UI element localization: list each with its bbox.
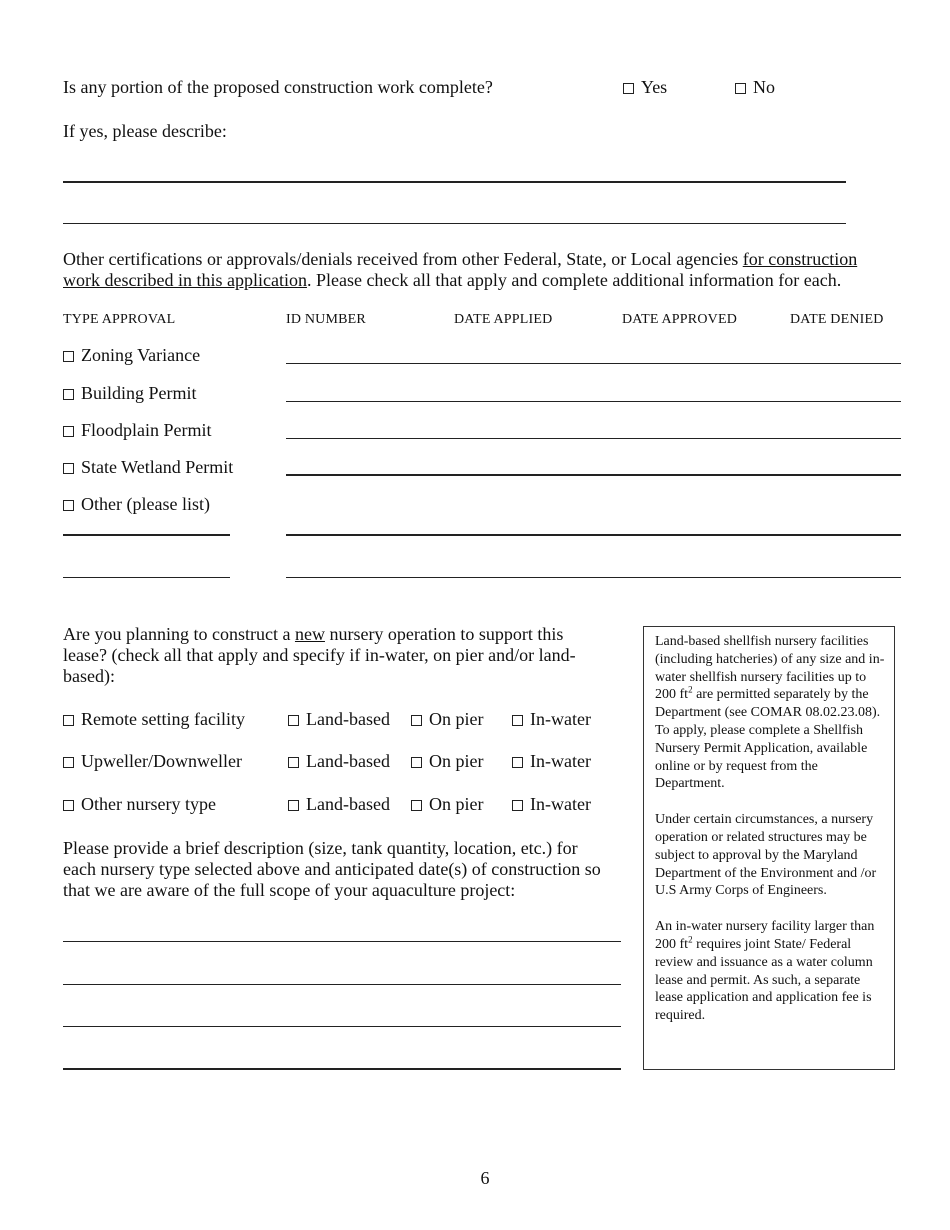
describe-line-2[interactable] [63,223,846,224]
other-nursery-checkbox[interactable] [63,800,74,811]
other-permit-label: Other (please list) [81,494,210,514]
info-p3-text-b: requires joint State/ Federal review and issuance as a water column lease and permit. As such, a separate lease application and application fee is required. [655,936,873,1024]
col-type-approval: TYPE APPROVAL [63,312,176,327]
nursery-description-line-1: Please provide a brief description (size, tank quantity, location, etc.) for [63,838,578,858]
certifications-intro-underlined-1: for construction [742,249,858,269]
info-paragraph-1 [655,633,886,793]
remote-in-water-checkbox[interactable] [512,715,523,726]
info-p3-superscript: 2 [688,934,693,945]
other-permit-option[interactable] [63,494,210,515]
other-nursery-label: Other nursery type [81,794,216,814]
info-paragraph-3 [655,918,886,1025]
remote-on-pier-option[interactable] [411,709,483,730]
building-permit-option[interactable] [63,383,197,404]
state-wetland-permit-line[interactable] [286,474,901,476]
info-p1-text-b: are permitted separately by the Department (see COMAR 08.02.23.08). To apply, please complete a Shellfish Nursery Permit Application, available online or by request from the Department. [655,687,881,792]
page-number: 6 [480,1168,490,1188]
upweller-in-water-label: In-water [530,751,591,771]
other-in-water-checkbox[interactable] [512,800,523,811]
nursery-question-text-1: Are you planning to construct a [63,624,295,644]
upweller-option[interactable] [63,751,242,772]
nursery-question-new: new [294,624,325,644]
certifications-intro-underlined-2: work described in this application [63,270,307,290]
yes-option[interactable] [623,77,667,98]
col-date-approved: DATE APPROVED [622,312,738,327]
info-p1-superscript: 2 [688,684,693,695]
nursery-description-prompt [63,838,633,901]
certifications-intro [63,249,893,291]
no-checkbox[interactable] [735,83,746,94]
upweller-in-water-checkbox[interactable] [512,757,523,768]
describe-label: If yes, please describe: [63,121,227,141]
remote-land-based-option[interactable] [288,709,390,730]
other-details-line-2[interactable] [286,577,901,578]
remote-land-based-label: Land-based [306,709,390,729]
nursery-question-text-2: nursery operation to support this [324,624,564,644]
upweller-label: Upweller/Downweller [81,751,242,771]
info-paragraph-2: Under certain circumstances, a nursery operation or related structures may be subject to approval by the Maryland Department of the Environment and /or U.S Army Corps of Engineers. [655,812,877,899]
other-land-based-label: Land-based [306,794,390,814]
other-details-line-1[interactable] [286,534,901,536]
nursery-question-line-3: based): [63,666,115,686]
zoning-variance-option[interactable] [63,345,200,366]
other-in-water-option[interactable] [512,794,591,815]
remote-setting-checkbox[interactable] [63,715,74,726]
other-on-pier-checkbox[interactable] [411,800,422,811]
remote-setting-option[interactable] [63,709,245,730]
upweller-in-water-option[interactable] [512,751,591,772]
describe-line-1[interactable] [63,181,846,183]
other-on-pier-option[interactable] [411,794,483,815]
nursery-answer-line-3[interactable] [63,1026,621,1027]
state-wetland-permit-checkbox[interactable] [63,463,74,474]
col-date-denied: DATE DENIED [790,312,884,327]
yes-checkbox[interactable] [623,83,634,94]
upweller-land-based-label: Land-based [306,751,390,771]
remote-in-water-option[interactable] [512,709,591,730]
other-type-line-2[interactable] [63,577,230,578]
state-wetland-permit-option[interactable] [63,457,233,478]
col-id-number: ID NUMBER [286,312,366,327]
nursery-question [63,624,633,687]
other-on-pier-label: On pier [429,794,484,814]
upweller-land-based-checkbox[interactable] [288,757,299,768]
other-nursery-option[interactable] [63,794,216,815]
upweller-checkbox[interactable] [63,757,74,768]
floodplain-permit-label: Floodplain Permit [81,420,212,440]
yes-label: Yes [641,77,668,97]
nursery-answer-line-4[interactable] [63,1068,621,1070]
other-land-based-checkbox[interactable] [288,800,299,811]
nursery-question-line-2: lease? (check all that apply and specify if in-water, on pier and/or land- [63,645,576,665]
remote-setting-label: Remote setting facility [81,709,245,729]
remote-on-pier-label: On pier [429,709,484,729]
upweller-on-pier-checkbox[interactable] [411,757,422,768]
floodplain-permit-line[interactable] [286,438,901,439]
upweller-on-pier-label: On pier [429,751,484,771]
remote-in-water-label: In-water [530,709,591,729]
upweller-land-based-option[interactable] [288,751,390,772]
other-type-line-1[interactable] [63,534,230,536]
other-land-based-option[interactable] [288,794,390,815]
remote-on-pier-checkbox[interactable] [411,715,422,726]
zoning-variance-label: Zoning Variance [81,345,201,365]
nursery-info-box [643,626,895,1070]
floodplain-permit-option[interactable] [63,420,212,441]
other-in-water-label: In-water [530,794,591,814]
certifications-intro-text: Other certifications or approvals/denials received from other Federal, State, or Local agencies [63,249,743,269]
other-permit-checkbox[interactable] [63,500,74,511]
construction-complete-question: Is any portion of the proposed construction work complete? [63,77,493,97]
remote-land-based-checkbox[interactable] [288,715,299,726]
zoning-variance-line[interactable] [286,363,901,364]
col-date-applied: DATE APPLIED [454,312,553,327]
nursery-description-line-3: that we are aware of the full scope of your aquaculture project: [63,880,516,900]
nursery-description-line-2: each nursery type selected above and anticipated date(s) of construction so [63,859,601,879]
nursery-answer-line-2[interactable] [63,984,621,985]
upweller-on-pier-option[interactable] [411,751,483,772]
info-p3-text-a: An in-water nursery facility larger than 200 ft [655,919,875,952]
state-wetland-permit-label: State Wetland Permit [81,457,234,477]
building-permit-line[interactable] [286,401,901,402]
info-p1-text-a: Land-based shellfish nursery facilities (including hatcheries) of any size and in-water shellfish nursery facilities up to 200 ft [655,634,885,703]
building-permit-label: Building Permit [81,383,197,403]
no-option[interactable] [735,77,775,98]
building-permit-checkbox[interactable] [63,389,74,400]
certifications-intro-text-2: . Please check all that apply and complete additional information for each. [306,270,842,290]
nursery-answer-line-1[interactable] [63,941,621,942]
no-label: No [753,77,775,97]
zoning-variance-checkbox[interactable] [63,351,74,362]
floodplain-permit-checkbox[interactable] [63,426,74,437]
